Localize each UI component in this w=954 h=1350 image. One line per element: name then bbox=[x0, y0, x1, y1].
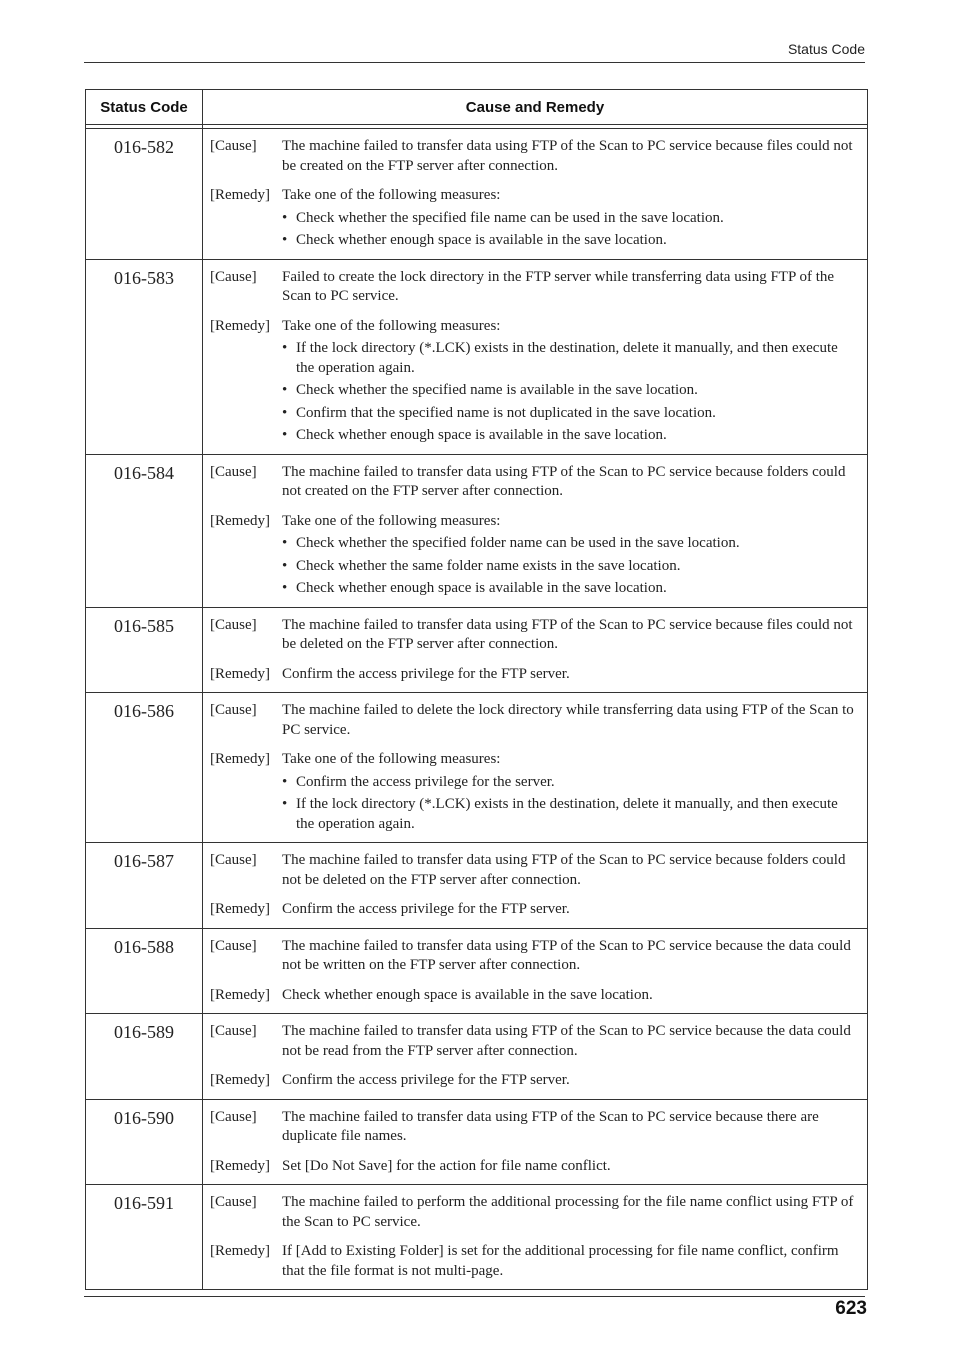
list-item bbox=[282, 579, 859, 599]
bullet-text: Check whether the specified file name can be used in the save location. bbox=[296, 209, 724, 226]
remedy-content bbox=[282, 665, 859, 685]
status-code: 016-587 bbox=[86, 843, 203, 929]
cause-label: [Cause] bbox=[210, 1194, 257, 1210]
bullet-text: If the lock directory (*.LCK) exists in the destination, delete it manually, and then execute the operation again. bbox=[296, 796, 838, 832]
cause-remedy-cell bbox=[203, 129, 868, 260]
cause-remedy-cell bbox=[203, 1099, 868, 1185]
cause-entry bbox=[210, 463, 859, 502]
remedy-label: [Remedy] bbox=[210, 986, 270, 1003]
status-code: 016-583 bbox=[86, 259, 203, 454]
bullet-dot-icon: • bbox=[282, 232, 288, 248]
cause-text: The machine failed to transfer data using FTP of the Scan to PC service because the data could not be written on the FTP server after connection. bbox=[282, 937, 851, 973]
table-row bbox=[86, 928, 868, 1014]
cause-text: The machine failed to transfer data using FTP of the Scan to PC service because there are duplicate file names. bbox=[282, 1108, 819, 1144]
column-header-status-code: Status Code bbox=[86, 90, 203, 125]
bullet-dot-icon: • bbox=[282, 340, 288, 356]
cause-text: The machine failed to transfer data using FTP of the Scan to PC service because folders could not created on the FTP server after connection. bbox=[282, 463, 846, 499]
remedy-entry bbox=[210, 665, 859, 685]
remedy-entry bbox=[210, 186, 859, 251]
table-row bbox=[86, 843, 868, 929]
remedy-label: [Remedy] bbox=[210, 1157, 270, 1174]
status-code: 016-589 bbox=[86, 1014, 203, 1100]
bullet-dot-icon: • bbox=[282, 535, 288, 551]
status-code: 016-582 bbox=[86, 129, 203, 260]
remedy-label: [Remedy] bbox=[210, 187, 270, 203]
table-row bbox=[86, 454, 868, 607]
remedy-text: Take one of the following measures: bbox=[282, 512, 501, 529]
table-body bbox=[86, 129, 868, 1290]
list-item bbox=[282, 773, 859, 793]
cause-text: The machine failed to transfer data using FTP of the Scan to PC service because folders could not be deleted on the FTP server after connection. bbox=[282, 852, 846, 888]
table-row bbox=[86, 129, 868, 260]
remedy-entry bbox=[210, 1071, 859, 1091]
remedy-content bbox=[282, 750, 859, 834]
list-item bbox=[282, 404, 859, 424]
remedy-label: [Remedy] bbox=[210, 512, 270, 529]
status-code: 016-588 bbox=[86, 928, 203, 1014]
bullet-dot-icon: • bbox=[282, 209, 288, 226]
table-row bbox=[86, 693, 868, 843]
remedy-bullet-list bbox=[282, 209, 859, 251]
cause-entry bbox=[210, 1193, 859, 1232]
list-item bbox=[282, 426, 859, 446]
cause-entry bbox=[210, 1022, 859, 1061]
remedy-text: Take one of the following measures: bbox=[282, 751, 501, 767]
remedy-content bbox=[282, 317, 859, 446]
column-header-cause-and-remedy: Cause and Remedy bbox=[203, 90, 868, 125]
remedy-content bbox=[282, 986, 859, 1006]
table-row bbox=[86, 607, 868, 693]
cause-remedy-cell bbox=[203, 1014, 868, 1100]
remedy-bullet-list bbox=[282, 773, 859, 835]
remedy-entry bbox=[210, 750, 859, 834]
remedy-content bbox=[282, 1157, 859, 1177]
remedy-text: Check whether enough space is available in the save location. bbox=[282, 986, 653, 1003]
status-code: 016-584 bbox=[86, 454, 203, 607]
remedy-label: [Remedy] bbox=[210, 901, 270, 917]
remedy-content bbox=[282, 1242, 859, 1281]
cause-entry bbox=[210, 937, 859, 976]
remedy-label: [Remedy] bbox=[210, 1243, 270, 1259]
cause-label: [Cause] bbox=[210, 937, 257, 954]
remedy-text: Confirm the access privilege for the FTP server. bbox=[282, 1072, 570, 1088]
bullet-text: Check whether enough space is available in the save location. bbox=[296, 427, 667, 443]
remedy-text: Set [Do Not Save] for the action for file name conflict. bbox=[282, 1157, 611, 1174]
list-item bbox=[282, 339, 859, 378]
cause-label: [Cause] bbox=[210, 268, 257, 285]
list-item bbox=[282, 381, 859, 401]
cause-text: The machine failed to transfer data using FTP of the Scan to PC service because files could not be created on the FTP server after connection. bbox=[282, 138, 853, 174]
remedy-label: [Remedy] bbox=[210, 665, 270, 682]
remedy-label: [Remedy] bbox=[210, 317, 270, 334]
list-item bbox=[282, 209, 859, 229]
status-code: 016-591 bbox=[86, 1185, 203, 1290]
cause-label: [Cause] bbox=[210, 616, 257, 633]
bullet-dot-icon: • bbox=[282, 773, 288, 790]
bullet-dot-icon: • bbox=[282, 557, 288, 574]
status-code: 016-585 bbox=[86, 607, 203, 693]
bullet-text: Check whether enough space is available in the save location. bbox=[296, 580, 667, 596]
table-row bbox=[86, 1099, 868, 1185]
footer-rule bbox=[84, 1296, 865, 1297]
cause-text: The machine failed to delete the lock directory while transferring data using FTP of the Scan to PC service. bbox=[282, 702, 854, 738]
cause-remedy-cell bbox=[203, 843, 868, 929]
table-row bbox=[86, 1185, 868, 1290]
cause-entry bbox=[210, 268, 859, 307]
remedy-content bbox=[282, 1071, 859, 1091]
cause-label: [Cause] bbox=[210, 702, 257, 718]
cause-text: The machine failed to transfer data using FTP of the Scan to PC service because the data could not be read from the FTP server after connection. bbox=[282, 1023, 851, 1059]
cause-remedy-cell bbox=[203, 693, 868, 843]
bullet-dot-icon: • bbox=[282, 404, 288, 421]
remedy-text: Confirm the access privilege for the FTP server. bbox=[282, 665, 570, 682]
bullet-text: Confirm the access privilege for the server. bbox=[296, 773, 555, 790]
bullet-dot-icon: • bbox=[282, 382, 288, 398]
list-item bbox=[282, 557, 859, 577]
header-title: Status Code bbox=[787, 41, 865, 57]
remedy-entry bbox=[210, 317, 859, 446]
status-code: 016-586 bbox=[86, 693, 203, 843]
bullet-text: If the lock directory (*.LCK) exists in the destination, delete it manually, and then execute the operation again. bbox=[296, 340, 838, 376]
cause-label: [Cause] bbox=[210, 1108, 257, 1125]
remedy-bullet-list bbox=[282, 534, 859, 599]
remedy-text: If [Add to Existing Folder] is set for the additional processing for file name conflict, confirm that the file format is not multi-page. bbox=[282, 1243, 839, 1279]
cause-label: [Cause] bbox=[210, 138, 257, 154]
list-item bbox=[282, 231, 859, 251]
remedy-entry bbox=[210, 1242, 859, 1281]
cause-label: [Cause] bbox=[210, 1023, 257, 1039]
remedy-content bbox=[282, 186, 859, 251]
table-row bbox=[86, 259, 868, 454]
remedy-entry bbox=[210, 1157, 859, 1177]
remedy-label: [Remedy] bbox=[210, 1072, 270, 1088]
cause-remedy-cell bbox=[203, 607, 868, 693]
bullet-dot-icon: • bbox=[282, 796, 288, 812]
list-item bbox=[282, 795, 859, 834]
remedy-content bbox=[282, 900, 859, 920]
table-header-row bbox=[86, 90, 868, 125]
remedy-entry bbox=[210, 900, 859, 920]
cause-text: The machine failed to perform the additional processing for the file name conflict using FTP of the Scan to PC service. bbox=[282, 1194, 854, 1230]
cause-entry bbox=[210, 137, 859, 176]
remedy-entry bbox=[210, 986, 859, 1006]
cause-text: The machine failed to transfer data using FTP of the Scan to PC service because files could not be deleted on the FTP server after connection. bbox=[282, 616, 853, 652]
cause-entry bbox=[210, 1108, 859, 1147]
page-number: 623 bbox=[835, 1298, 867, 1319]
remedy-bullet-list bbox=[282, 339, 859, 446]
bullet-dot-icon: • bbox=[282, 427, 288, 443]
page-header bbox=[84, 38, 865, 63]
bullet-text: Check whether the specified folder name can be used in the save location. bbox=[296, 535, 740, 551]
remedy-text: Confirm the access privilege for the FTP server. bbox=[282, 901, 570, 917]
remedy-content bbox=[282, 512, 859, 599]
cause-remedy-cell bbox=[203, 1185, 868, 1290]
remedy-text: Take one of the following measures: bbox=[282, 187, 501, 203]
cause-entry bbox=[210, 616, 859, 655]
cause-text: Failed to create the lock directory in the FTP server while transferring data using FTP of the Scan to PC service. bbox=[282, 268, 835, 304]
remedy-entry bbox=[210, 512, 859, 599]
cause-entry bbox=[210, 851, 859, 890]
bullet-text: Confirm that the specified name is not duplicated in the save location. bbox=[296, 404, 716, 421]
list-item bbox=[282, 534, 859, 554]
bullet-text: Check whether the same folder name exists in the save location. bbox=[296, 557, 681, 574]
cause-entry bbox=[210, 701, 859, 740]
cause-remedy-cell bbox=[203, 928, 868, 1014]
bullet-text: Check whether enough space is available in the save location. bbox=[296, 232, 667, 248]
bullet-dot-icon: • bbox=[282, 580, 288, 596]
cause-remedy-cell bbox=[203, 454, 868, 607]
cause-label: [Cause] bbox=[210, 463, 257, 480]
table-row bbox=[86, 1014, 868, 1100]
cause-label: [Cause] bbox=[210, 852, 257, 868]
status-code-table bbox=[85, 89, 868, 1290]
remedy-label: [Remedy] bbox=[210, 751, 270, 767]
status-code: 016-590 bbox=[86, 1099, 203, 1185]
remedy-text: Take one of the following measures: bbox=[282, 317, 501, 334]
cause-remedy-cell bbox=[203, 259, 868, 454]
bullet-text: Check whether the specified name is available in the save location. bbox=[296, 382, 698, 398]
